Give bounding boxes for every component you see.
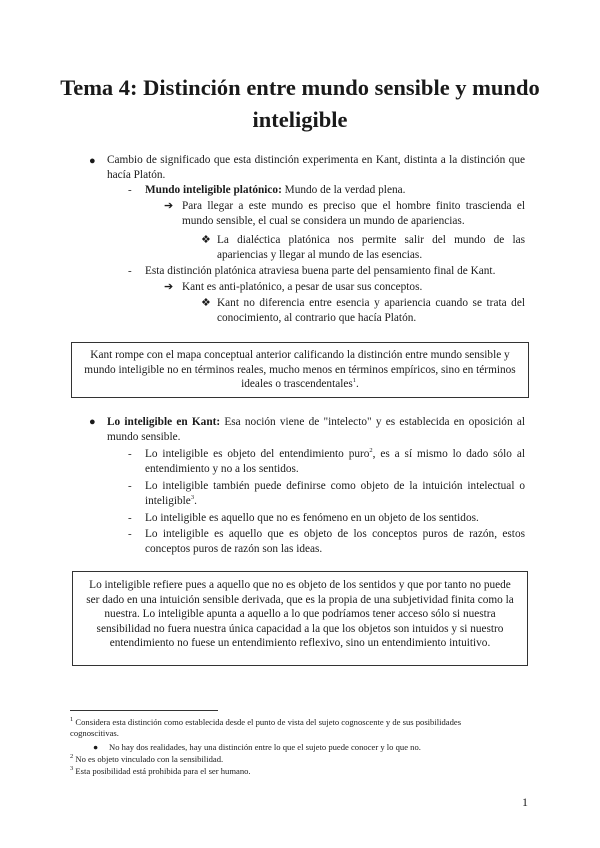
- summary-box-1-text: Kant rompe con el mapa conceptual anterior calificando la distinción entre mundo sensible y mundo inteligible no en términos reales, mucho menos en términos empíricos, sino en términos ideales o trascendentales$^1$.: [84, 349, 516, 390]
- dash1-rest: Mundo de la verdad plena.: [281, 184, 406, 196]
- dash-marker: -: [128, 448, 132, 460]
- section1-dash2: Esta distinción platónica atraviesa buena parte del pensamiento final de Kant.: [145, 265, 496, 277]
- section1-dash1: [145, 183, 525, 198]
- section1-arrow2: Kant es anti-platónico, a pesar de usar sus conceptos.: [182, 281, 423, 293]
- dash1-bold: Mundo inteligible platónico:: [145, 184, 282, 196]
- footnote-1: $^1$ Considera esta distinción como establecida desde el punto de vista del sujeto cognoscente y de sus posibilidades cognoscitivas.: [70, 716, 462, 738]
- diamond-icon: ❖: [201, 234, 211, 246]
- section2-dash4: Lo inteligible es aquello que es objeto de los conceptos puros de razón, estos conceptos puros de razón son las ideas.: [145, 528, 525, 555]
- section2-dash2: Lo inteligible también puede definirse como objeto de la intuición intelectual o inteligible$^3$.: [145, 480, 525, 507]
- footnote-divider: [70, 710, 218, 711]
- summary-box-2-text: Lo inteligible refiere pues a aquello que no es objeto de los sentidos y que por tanto no puede ser dado en una intuición sensible derivada, que es la propia de una subjetividad finita como la nuestra. Lo inteligible apunta a aquello a lo que podríamos tener acceso sólo si nuestra sensibilidad no fuera nuestra única capacidad a la que los objetos son intuidos y si nuestro entendimiento no fuese un entendimiento reflexivo, sino un entendimiento intuitivo.: [86, 579, 514, 649]
- section1-diamond1: La dialéctica platónica nos permite salir del mundo de las apariencias y llegar al mundo de las esencias.: [217, 234, 525, 261]
- bullet-icon: ●: [89, 155, 96, 167]
- page-title: Tema 4: Distinción entre mundo sensible y mundo inteligible: [60, 75, 540, 132]
- dash-marker: -: [128, 512, 132, 524]
- arrow-icon: ➔: [164, 281, 174, 293]
- summary-box-1: [71, 342, 529, 398]
- section1-arrow1: Para llegar a este mundo es preciso que el hombre finito trascienda el mundo sensible, el cual se considera un mundo de apariencias.: [182, 200, 525, 227]
- summary-box-2: [72, 571, 528, 666]
- footnote-2: $^2$ No es objeto vinculado con la sensibilidad.: [70, 753, 224, 764]
- footnote-ref-3: 3: [190, 493, 195, 501]
- arrow-icon: ➔: [164, 200, 174, 212]
- page-number: 1: [522, 795, 528, 809]
- dash-marker: -: [128, 528, 132, 540]
- footnote-3: $^3$ Esta posibilidad está prohibida para el ser humano.: [70, 765, 251, 776]
- section2-bullet-text: Lo inteligible en Kant: Esa noción viene de "intelecto" y es establecida en oposición al mundo sensible.: [107, 416, 525, 443]
- footnote-ref-1: 1: [352, 377, 357, 385]
- section1-diamond2: Kant no diferencia entre esencia y apariencia cuando se trata del conocimiento, al contrario que hacía Platón.: [217, 297, 525, 324]
- section1-bullet-text: Cambio de significado que esta distinción experimenta en Kant, distinta a la distinción que hacía Platón.: [107, 154, 525, 181]
- dash-marker: -: [128, 184, 132, 196]
- diamond-icon: ❖: [201, 297, 211, 309]
- footnote-ref-2: 2: [369, 447, 373, 455]
- dash-marker: -: [128, 265, 132, 277]
- bullet-icon: ●: [93, 742, 99, 752]
- section2-dash3: Lo inteligible es aquello que no es fenómeno en un objeto de los sentidos.: [145, 512, 479, 524]
- dash-marker: -: [128, 480, 132, 492]
- bullet-icon: ●: [89, 416, 96, 428]
- section2-dash1: Lo inteligible es objeto del entendimiento puro$^2$, es a sí mismo lo dado sólo al entendimiento y no a los sentidos.: [145, 447, 525, 475]
- footnote-1-sub: No hay dos realidades, hay una distinción entre lo que el sujeto puede conocer y lo que no.: [109, 742, 421, 752]
